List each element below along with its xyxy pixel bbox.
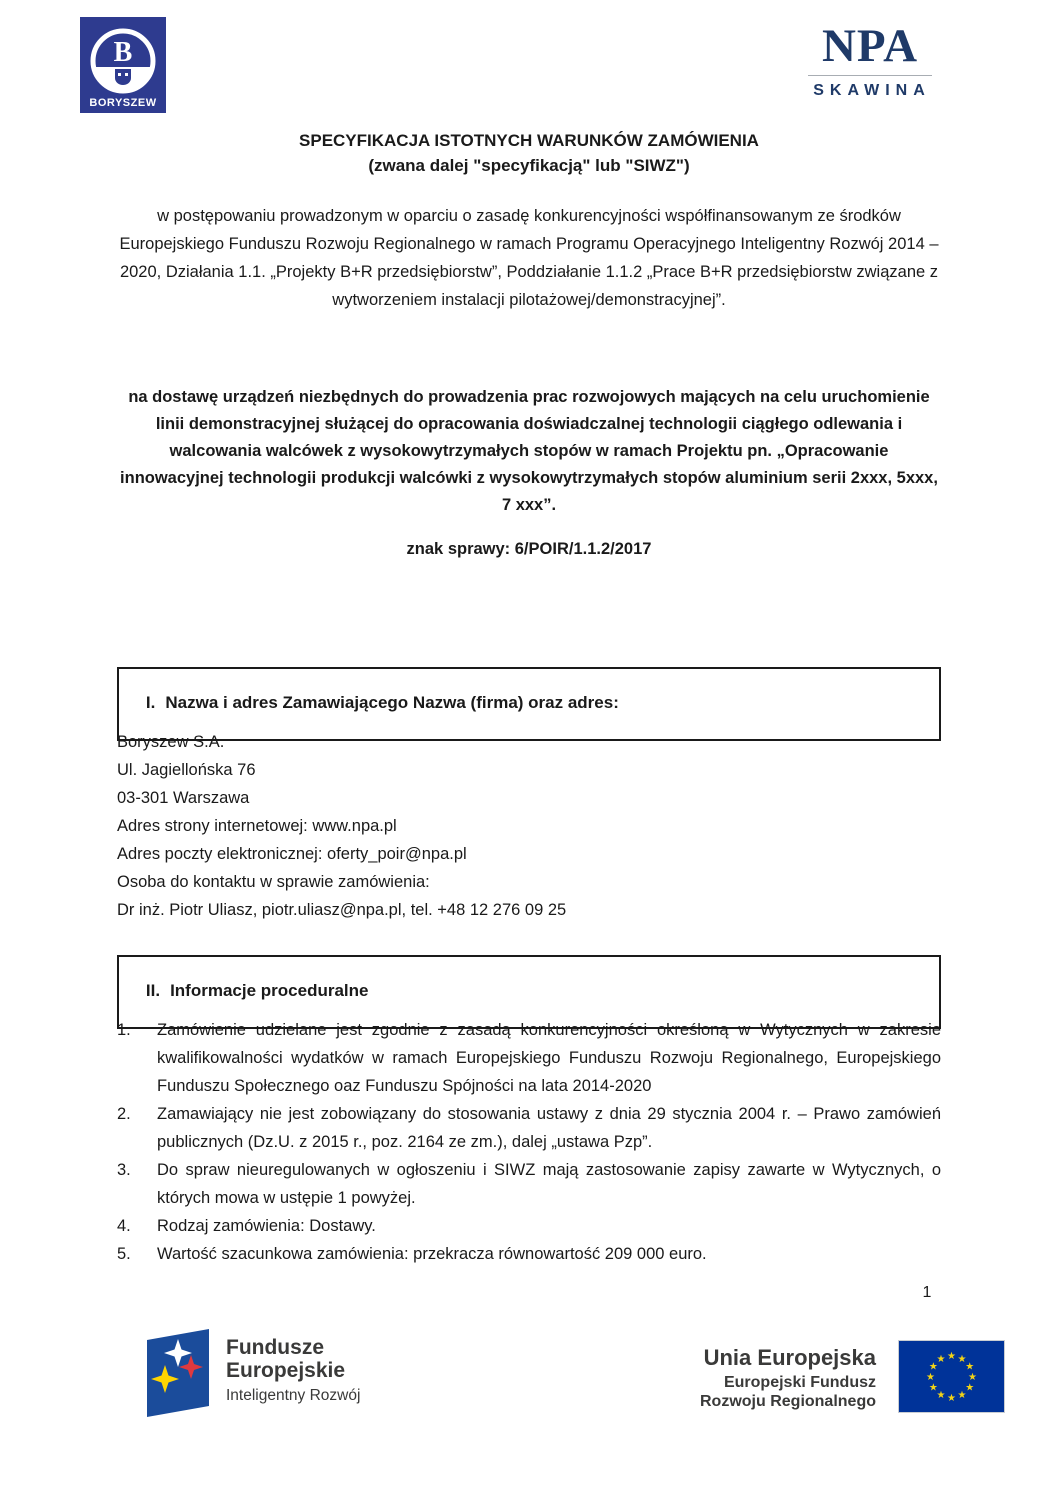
address-line: Adres poczty elektronicznej: oferty_poir@npa.pl bbox=[117, 845, 467, 863]
list-item-number: 2. bbox=[117, 1105, 131, 1123]
list-item bbox=[117, 1240, 941, 1268]
npa-wordmark: NPA bbox=[821, 20, 919, 72]
intro-paragraph: w postępowaniu prowadzonym w oparciu o zasadę konkurencyjności współfinansowanym ze środków Europejskiego Funduszu Rozwoju Regionalnego w ramach Programu Operacyjnego Inteligentny Rozwój 2014 – 2020, Działania 1.1. „Projekty B+R przedsiębiorstw”, Poddziałanie 1.1.2 „Prace B+R przedsiębiorstw związane z wytworzeniem instalacji pilotażowej/demonstracyjnej”. bbox=[119, 207, 939, 309]
eu-flag-star: ★ bbox=[947, 1351, 956, 1362]
address-line: Osoba do kontaktu w sprawie zamówienia: bbox=[117, 873, 430, 891]
eu-subtitle-line2: Rozwoju Regionalnego bbox=[700, 1393, 876, 1410]
fe-subtitle: Inteligentny Rozwój bbox=[226, 1387, 361, 1404]
address-line: Dr inż. Piotr Uliasz, piotr.uliasz@npa.pl, tel. +48 12 276 09 25 bbox=[117, 901, 567, 919]
address-line: Adres strony internetowej: www.npa.pl bbox=[117, 817, 397, 835]
fundusze-europejskie-logo bbox=[147, 1329, 360, 1417]
subject-paragraph: na dostawę urządzeń niezbędnych do prowadzenia prac rozwojowych mających na celu uruchomienie linii demonstracyjnej służącej do opracowania doświadczalnej technologii ciągłego odlewania i walcowania walcówek z wysokowytrzymałych stopów w ramach Projektu pn. „Opracowanie innowacyjnej technologii produkcji walcówki z wysokowytrzymałych stopów aluminium serii 2xxx, 5xxx, 7 xxx”. bbox=[120, 388, 938, 514]
eu-flag-star: ★ bbox=[947, 1393, 956, 1404]
section-2-label: Informacje proceduralne bbox=[170, 981, 369, 1000]
eu-flag-star: ★ bbox=[928, 1361, 938, 1373]
eu-title: Unia Europejska bbox=[703, 1345, 876, 1370]
npa-city-label: SKAWINA bbox=[813, 82, 931, 99]
list-item-number: 4. bbox=[117, 1217, 131, 1235]
boryszew-logo bbox=[80, 17, 166, 113]
list-item-text: Zamówienie udzielane jest zgodnie z zasadą konkurencyjności określoną w Wytycznych w zakresie kwalifikowalności wydatków w ramach Europejskiego Funduszu Rozwoju Regionalnego, Europejskiego Funduszu Społecznego oaz Funduszu Spójności na lata 2014-2020 bbox=[157, 1021, 941, 1095]
fe-logo-text bbox=[226, 1329, 360, 1405]
page-number: 1 bbox=[922, 1284, 932, 1301]
boryszew-logo-icon bbox=[80, 17, 166, 113]
list-item bbox=[117, 1100, 941, 1156]
eu-flag-star: ★ bbox=[926, 1372, 935, 1383]
procedural-list bbox=[117, 1016, 941, 1268]
eu-subtitle-line1: Europejski Fundusz bbox=[723, 1374, 876, 1391]
section-1-label: Nazwa i adres Zamawiającego Nazwa (firma) oraz adres: bbox=[165, 693, 619, 712]
eu-flag-star: ★ bbox=[957, 1390, 967, 1402]
boryszew-monogram: B bbox=[113, 37, 133, 68]
list-item-number: 5. bbox=[117, 1245, 131, 1263]
eu-flag-star: ★ bbox=[928, 1382, 938, 1394]
eu-logo-text bbox=[700, 1338, 876, 1411]
list-item-text: Rodzaj zamówienia: Dostawy. bbox=[157, 1217, 376, 1235]
list-item-number: 1. bbox=[117, 1021, 131, 1039]
eu-flag-icon bbox=[898, 1340, 1005, 1413]
unia-europejska-logo bbox=[700, 1338, 1005, 1413]
address-line: Ul. Jagiellońska 76 bbox=[117, 761, 256, 779]
document-title bbox=[117, 128, 941, 178]
document-title-line2: (zwana dalej "specyfikacją" lub "SIWZ") bbox=[368, 156, 690, 175]
case-number: znak sprawy: 6/POIR/1.1.2/2017 bbox=[406, 540, 652, 558]
eu-flag-star: ★ bbox=[936, 1390, 946, 1402]
address-line: Boryszew S.A. bbox=[117, 733, 225, 751]
list-item bbox=[117, 1212, 941, 1240]
fe-flag-icon bbox=[147, 1329, 209, 1417]
document-title-line1: SPECYFIKACJA ISTOTNYCH WARUNKÓW ZAMÓWIENIA bbox=[299, 131, 759, 150]
fe-title-line1: Fundusze bbox=[226, 1336, 324, 1359]
fe-title-line2: Europejskie bbox=[226, 1359, 346, 1382]
buyer-address-block bbox=[117, 728, 941, 924]
eu-flag-star: ★ bbox=[965, 1382, 975, 1394]
list-item-text: Do spraw nieuregulowanych w ogłoszeniu i SIWZ mają zastosowanie zapisy zawarte w Wytycznych, o których mowa w ustępie 1 powyżej. bbox=[157, 1161, 941, 1207]
list-item-number: 3. bbox=[117, 1161, 131, 1179]
eu-flag-star: ★ bbox=[968, 1372, 977, 1383]
section-1-numeral: I. bbox=[145, 693, 156, 712]
boryszew-wordmark: BORYSZEW bbox=[89, 97, 157, 109]
list-item-text: Wartość szacunkowa zamówienia: przekracza równowartość 209 000 euro. bbox=[157, 1245, 707, 1263]
eu-flag-star: ★ bbox=[957, 1353, 967, 1365]
eu-flag-star: ★ bbox=[936, 1353, 946, 1365]
list-item bbox=[117, 1016, 941, 1100]
address-line: 03-301 Warszawa bbox=[117, 789, 250, 807]
eu-flag-star: ★ bbox=[965, 1361, 975, 1373]
list-item-text: Zamawiający nie jest zobowiązany do stosowania ustawy z dnia 29 stycznia 2004 r. – Prawo zamówień publicznych (Dz.U. z 2015 r., poz. 2164 ze zm.), dalej „ustawa Pzp”. bbox=[157, 1105, 941, 1151]
npa-logo bbox=[808, 20, 932, 100]
list-item bbox=[117, 1156, 941, 1212]
eu-subtitle bbox=[700, 1373, 876, 1411]
section-2-numeral: II. bbox=[145, 981, 161, 1000]
npa-divider bbox=[808, 75, 932, 76]
